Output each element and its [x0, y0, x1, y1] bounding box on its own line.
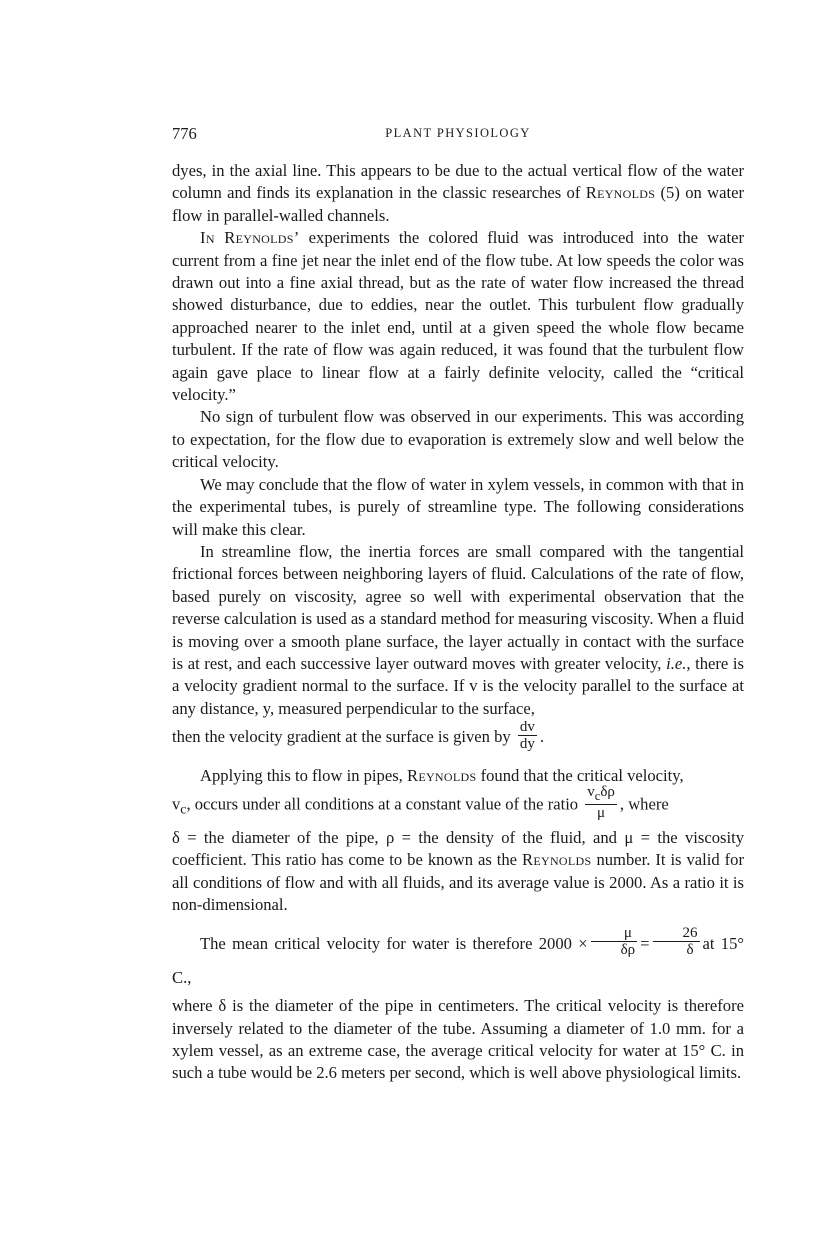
paragraph-5	[172, 541, 744, 720]
fraction-numerator: μ	[591, 925, 638, 942]
subscript: c	[594, 789, 601, 804]
text-run: number. It is valid for all conditions of flow and with all fluids, and its average value is 2000. As a ratio it is non-dimensional.	[172, 850, 744, 915]
equation-line-gradient	[172, 720, 744, 755]
paragraph-6-continued	[172, 827, 744, 917]
subscript: c	[180, 801, 187, 817]
text-run: δ = the diameter of the pipe, ρ = the density of the fluid, and μ = the viscosity coefficient. This ratio has come to be known as the	[172, 827, 744, 870]
fraction-mu-delta-rho	[591, 925, 638, 958]
text-run: The mean critical velocity for water is therefore 2000 ×	[200, 933, 588, 953]
fraction-26-delta	[653, 925, 700, 958]
text-run: .	[539, 727, 544, 747]
fraction-numerator: dv	[519, 718, 535, 735]
body-text	[172, 160, 744, 1085]
author-name: Reynolds	[522, 850, 592, 870]
text-run: In streamline flow, the inertia forces are small compared with the tangential frictional forces between neighboring layers of fluid. Calculations of the rate of flow, based purely on viscosity, agree so well with experimental observation that the reverse calculation is used as a standard method for measuring viscosity. When a fluid is moving over a smooth plane surface, the layer actually in contact with the surface is at rest, and each successive layer outward moves with greater velocity,	[172, 541, 744, 673]
equation-line-critical	[172, 927, 744, 996]
text-run: , where	[619, 794, 669, 814]
text-run: v	[172, 794, 181, 814]
text-run: there is a velocity gradient normal to the surface. If v is the velocity parallel to the surface at any distance, y, measured perpendicular to the surface,	[172, 653, 744, 718]
text-run: dyes, in the axial line. This appears to be due to the actual vertical flow of the water column and finds its explanation in the classic researches of	[172, 161, 744, 203]
text-run: v	[587, 784, 595, 801]
paragraph-3: No sign of turbulent flow was observed in our experiments. This was according to expectation, for the flow due to evaporation is extremely slow and well below the critical velocity.	[172, 407, 744, 472]
paragraph-7-continued: where δ is the diameter of the pipe in centimeters. The critical velocity is therefore inversely related to the diameter of the tube. Assuming a diameter of 1.0 mm. for a xylem vessel, as an extreme case, the average critical velocity for water at 15° C. in such a tube would be 2.6 meters per second, which is well above physiological limits.	[172, 996, 744, 1083]
equation-line-ratio	[172, 784, 744, 827]
page-number: 776	[172, 124, 197, 143]
text-run: experiments the colored fluid was introduced into the water current from a fine jet near the inlet end of the flow tube. At low speeds the color was drawn out into a fine axial thread, but as the rate of water flow increased the thread showed disturbance, due to eddies, near the outlet. This turbulent flow gradually approached nearer to the inlet end, until at a given speed the whole flow became turbulent. If the rate of flow was again reduced, it was found that the turbulent flow again gave place to linear flow at a fairly definite velocity, called the “critical velocity.”	[172, 228, 744, 405]
text-run: found that the critical velocity,	[476, 765, 684, 785]
text-run: (5) on water flow in parallel-walled channels.	[172, 183, 744, 225]
abbreviation: i.e.,	[666, 653, 691, 673]
paragraph-6	[172, 765, 744, 787]
fraction-denominator: δρ	[620, 942, 636, 959]
text-run: δρ	[600, 784, 615, 801]
text-run: then the velocity gradient at the surface is given by	[172, 727, 511, 747]
running-head: PLANT PHYSIOLOGY	[385, 126, 531, 140]
page-header	[172, 124, 744, 148]
author-name: Reynolds	[406, 765, 477, 785]
text-run: Applying this to flow in pipes,	[200, 765, 407, 785]
author-name: In Reynolds’	[200, 228, 300, 248]
fraction-numerator	[585, 784, 617, 805]
fraction-denominator: dy	[519, 735, 535, 752]
fraction-denominator: μ	[597, 805, 606, 822]
fraction-reynolds-ratio	[585, 784, 617, 821]
equals-sign: =	[640, 933, 650, 953]
text-run: , occurs under all conditions at a constant value of the ratio	[186, 794, 579, 814]
fraction-denominator: δ	[686, 942, 694, 959]
fraction-dv-dy	[518, 719, 537, 752]
paragraph-1	[172, 160, 744, 227]
text-run: at 15° C.,	[172, 933, 744, 988]
paragraph-4: We may conclude that the flow of water in xylem vessels, in common with that in the experimental tubes, is purely of streamline type. The following considerations will make this clear.	[172, 474, 744, 539]
author-name: Reynolds	[585, 183, 656, 203]
paragraph-2	[172, 227, 744, 406]
fraction-numerator: 26	[653, 925, 700, 942]
